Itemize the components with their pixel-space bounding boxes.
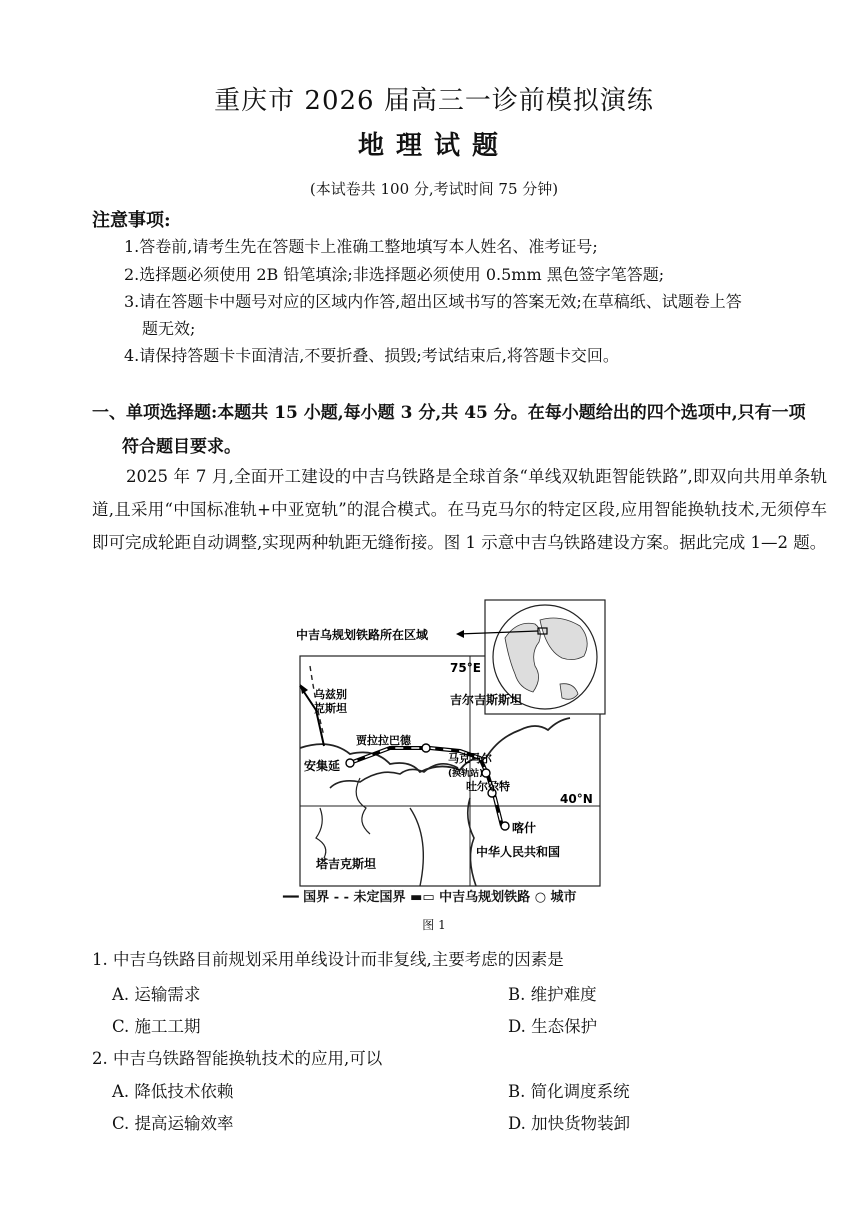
map-svg	[290, 598, 610, 898]
q2-option-d: D. 加快货物装卸	[508, 1114, 631, 1133]
q2-option-b: B. 简化调度系统	[508, 1082, 630, 1101]
lon-label: 75°E	[450, 661, 481, 675]
section-line-2: 符合题目要求。	[122, 437, 241, 457]
notice-item: 2.选择题必须使用 2B 铅笔填涂;非选择题必须使用 0.5mm 黑色签字笔答题;	[124, 265, 665, 284]
notice-item: 1.答卷前,请考生先在答题卡上准确工整地填写本人姓名、准考证号;	[124, 237, 598, 256]
q1-option-c: C. 施工工期	[112, 1017, 201, 1036]
city-andijan	[346, 759, 354, 767]
subject-title: 地理试题	[357, 131, 510, 161]
city-jalalabad	[422, 744, 430, 752]
section-line-1: 一、单项选择题:本题共 15 小题,每小题 3 分,共 45 分。在每小题给出的四个选项中,只有一项	[92, 403, 806, 423]
railway-map	[290, 598, 610, 898]
svg-text:(换轨站): (换轨站)	[448, 769, 484, 779]
q2-option-c: C. 提高运输效率	[112, 1114, 234, 1133]
q1-option-b: B. 维护难度	[508, 985, 597, 1004]
question-1-stem: 1. 中吉乌铁路目前规划采用单线设计而非复线,主要考虑的因素是	[92, 950, 564, 969]
notice-item: 3.请在答题卡中题号对应的区域内作答,超出区域书写的答案无效;在草稿纸、试题卷上答	[124, 292, 742, 311]
question-2-stem: 2. 中吉乌铁路智能换轨技术的应用,可以	[92, 1049, 383, 1068]
notice-title: 注意事项:	[92, 210, 171, 231]
figure-caption: 图 1	[422, 918, 446, 932]
svg-text:安集延: 安集延	[304, 759, 341, 773]
time-note: (本试卷共 100 分,考试时间 75 分钟)	[309, 180, 559, 198]
svg-text:喀什: 喀什	[512, 821, 537, 835]
exam-title: 重庆市 2026 届高三一诊前模拟演练	[214, 86, 654, 116]
svg-text:克斯坦: 克斯坦	[314, 702, 347, 715]
svg-text:塔吉克斯坦: 塔吉克斯坦	[316, 857, 377, 871]
svg-text:乌兹别: 乌兹别	[314, 688, 347, 701]
notice-item: 题无效;	[142, 319, 196, 338]
lat-label: 40°N	[560, 792, 593, 806]
q2-option-a: A. 降低技术依赖	[112, 1082, 234, 1101]
svg-text:马克马尔: 马克马尔	[448, 752, 492, 765]
svg-text:贾拉拉巴德: 贾拉拉巴德	[356, 734, 411, 747]
svg-text:中华人民共和国: 中华人民共和国	[476, 845, 561, 859]
passage: 2025 年 7 月,全面开工建设的中吉乌铁路是全球首条“单线双轨距智能铁路”,即双向共用单条轨道,且采用“中国标准轨+中亚宽轨”的混合模式。在马克马尔的特定区段,应用智能换轨技术,无须停车即可完成轮距自动调整,实现两种轨距无缝衔接。图 1 示意中吉乌铁路建设方案。据此完成 1—2 题。	[92, 467, 827, 552]
svg-text:吐尔尕特: 吐尔尕特	[466, 780, 510, 793]
q1-option-d: D. 生态保护	[508, 1017, 598, 1036]
svg-text:吉尔吉斯斯坦: 吉尔吉斯斯坦	[450, 693, 523, 707]
region-label: 中吉乌规划铁路所在区域	[296, 628, 429, 642]
map-legend: ━━ 国界 - - 未定国界 ▬▭ 中吉乌规划铁路 ○ 城市	[283, 890, 577, 905]
section-heading	[92, 396, 832, 464]
city-kashgar	[501, 822, 509, 830]
q1-option-a: A. 运输需求	[112, 985, 201, 1004]
notice-item: 4.请保持答题卡卡面清洁,不要折叠、损毁;考试结束后,将答题卡交回。	[124, 346, 619, 365]
